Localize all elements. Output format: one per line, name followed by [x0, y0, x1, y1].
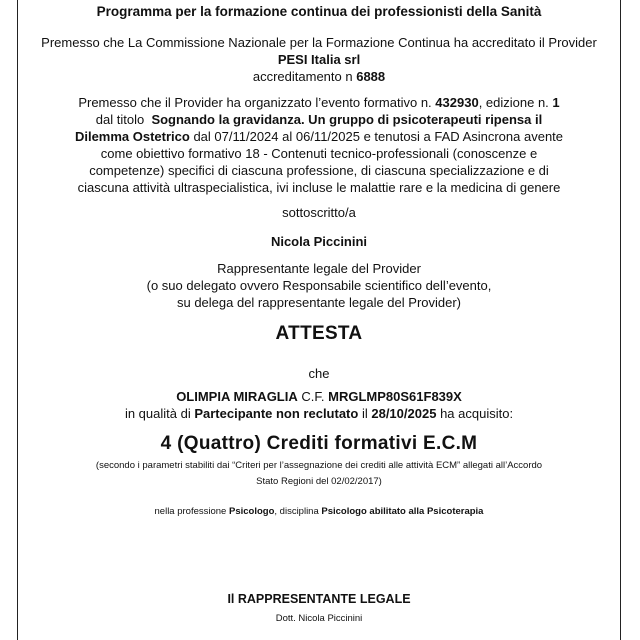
status-text-1: in qualità di	[124, 406, 191, 421]
signer-name: Nicola Piccinini	[270, 234, 368, 249]
fiscal-code: MRGLMP80S61F839X	[328, 389, 462, 404]
accreditation-intro: Premesso che La Commissione Nazionale per la Formazione Continua ha accreditato il Provider	[41, 35, 597, 50]
participant-status: Partecipante non reclutato	[194, 406, 359, 421]
criteria-note: (secondo i parametri stabiliti dai “Criteri per l’assegnazione dei crediti alle attività ECM” allegati all’Accordo Stato Regioni del 02/02/2017)	[95, 460, 543, 487]
event-text-2: , edizione n.	[478, 95, 549, 110]
profession-line	[17, 506, 621, 518]
status-text-3: ha acquisito:	[440, 406, 514, 421]
accreditation-block	[17, 34, 621, 85]
event-block	[17, 94, 621, 196]
provider-name: PESI Italia srl	[277, 52, 361, 67]
signature-title: Il RAPPRESENTANTE LEGALE	[227, 592, 411, 606]
accreditation-number: 6888	[356, 69, 386, 84]
status-text-2: il	[361, 406, 368, 421]
edition-number: 1	[552, 95, 560, 110]
event-text-1: Premesso che il Provider ha organizzato l’evento formativo n.	[78, 95, 432, 110]
participant-line	[17, 388, 621, 405]
profession-text-2: , disciplina	[274, 506, 319, 517]
participant-block	[17, 388, 621, 422]
profession-name: Psicologo	[228, 506, 275, 517]
role-block	[17, 260, 621, 311]
participant-status-line	[17, 405, 621, 422]
event-text-3: dal titolo	[95, 112, 145, 127]
accreditation-line	[17, 68, 621, 85]
attesta-heading: ATTESTA	[275, 323, 363, 344]
event-title: Sognando la gravidanza. Un gruppo di psicoterapeuti ripensa il Dilemma Ostetrico	[74, 112, 543, 144]
event-text-4: dal 07/11/2024 al 06/11/2025 e tenutosi a FAD Asincrona avente come obiettivo formativo 18 - Contenuti tecnico-professionali (conoscenze e competenze) specifici di ciascuna professione, di ciascuna specializzazione e di ciascuna attività ultraspecialistica, ivi incluse le malattie rare e la medicina di genere	[77, 129, 564, 195]
event-paragraph	[17, 94, 621, 196]
credits-heading: 4 (Quattro) Crediti formativi E.C.M	[160, 433, 478, 454]
role-line-2: (o suo delegato ovvero Responsabile scientifico dell’evento,	[146, 278, 492, 293]
cf-label: C.F.	[301, 389, 325, 404]
role-line-1: Rappresentante legale del Provider	[217, 261, 421, 276]
discipline-name: Psicologo abilitato alla Psicoterapia	[321, 506, 484, 517]
acquisition-date: 28/10/2025	[371, 406, 437, 421]
role-line-3: su delega del rappresentante legale del Provider)	[176, 295, 462, 310]
participant-name: OLIMPIA MIRAGLIA	[176, 389, 298, 404]
event-number: 432930	[435, 95, 479, 110]
signed-label: sottoscritto/a	[282, 205, 356, 220]
signature-name: Dott. Nicola Piccinini	[275, 613, 363, 624]
accreditation-label: accreditamento n	[252, 69, 353, 84]
che-text: che	[308, 366, 330, 381]
profession-text-1: nella professione	[154, 506, 227, 517]
program-heading: Programma per la formazione continua dei professionisti della Sanità	[96, 4, 542, 19]
